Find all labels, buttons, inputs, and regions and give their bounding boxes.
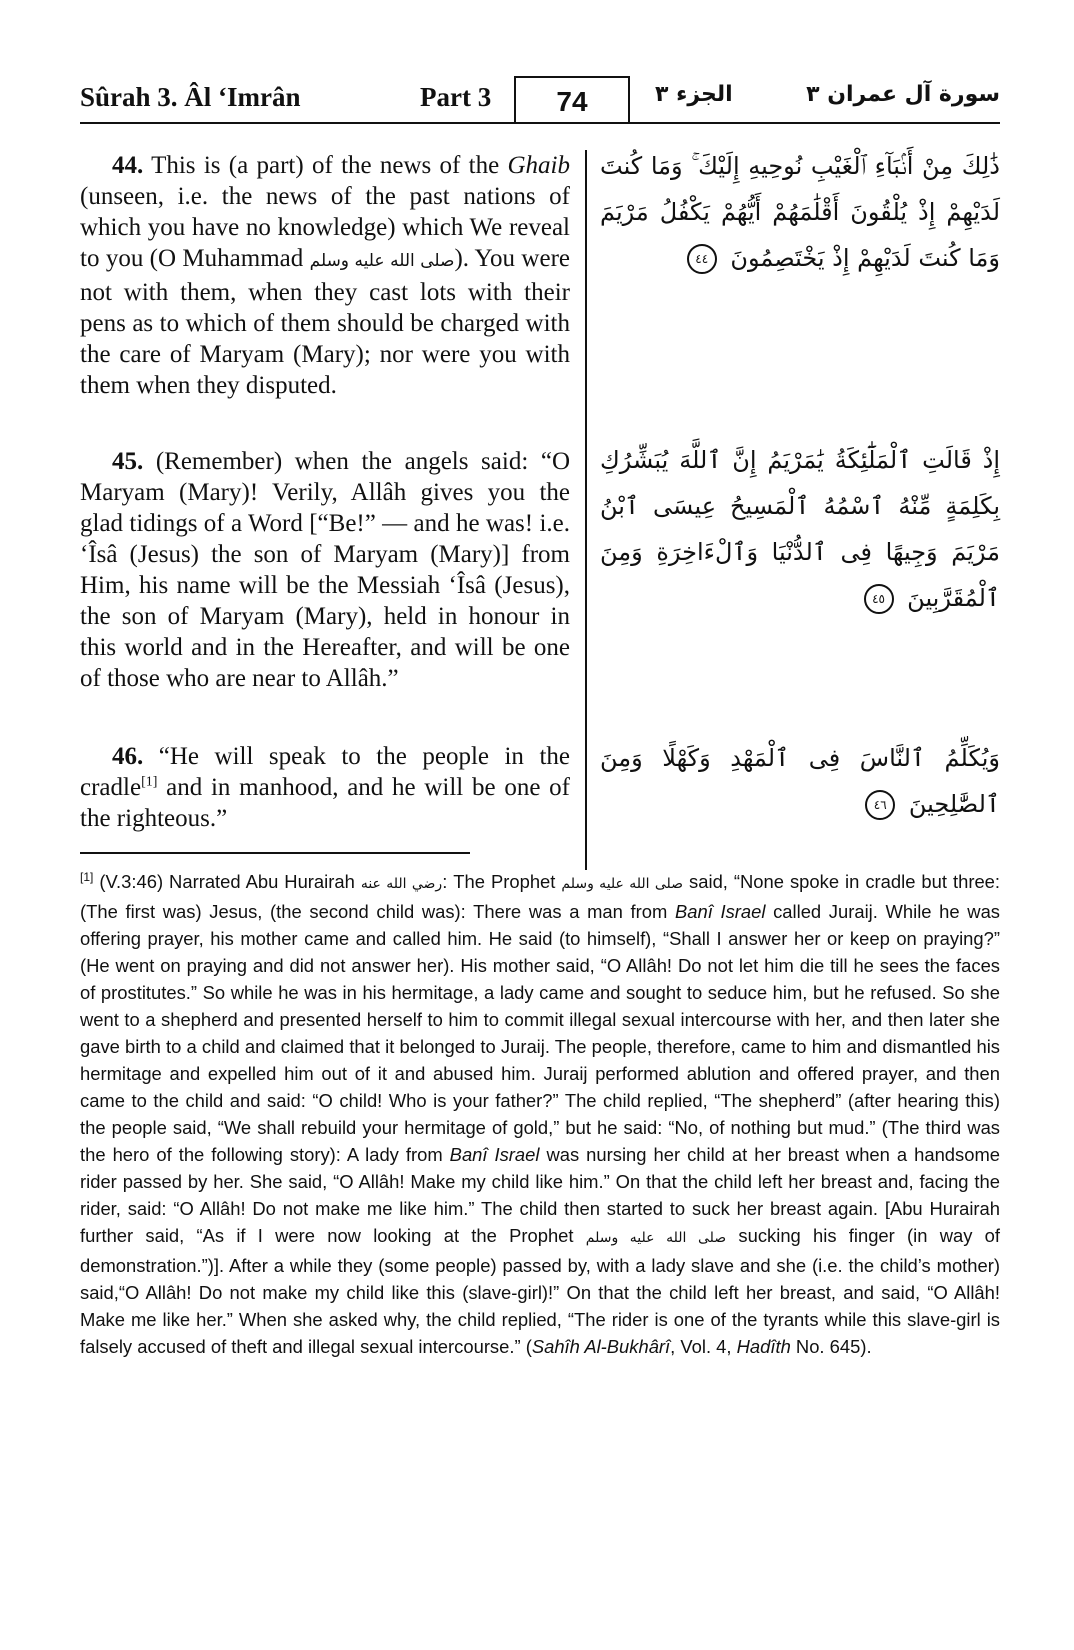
footnote-marker: [1] [80,869,94,884]
verse-number: 44. [112,152,144,179]
verse-46-translation: 46. “He will speak to the people in the cradle[1] and in manhood, and he will be one of the righteous.” [80,743,570,832]
verse-44-arabic: ذَٰلِكَ مِنْ أَنۢبَآءِ ٱلْغَيْبِ نُوحِيهِ إِلَيْكَ ۚ وَمَا كُنتَ لَدَيْهِمْ إِذْ يُلْقُونَ أَقْلَٰمَهُمْ أَيُّهُمْ يَكْفُلُ مَرْيَمَ وَمَا كُنتَ لَدَيْهِمْ إِذْ يَخْتَصِمُونَ ٤٤ [600,152,1000,272]
salawat-inline: صلى الله عليه وسلم [309,251,455,271]
surah-title: Sûrah 3. Âl ‘Imrân [80,82,301,112]
page-number: 74 [514,76,630,122]
verse-number: 46. [112,743,144,770]
part-label: Part 3 [420,82,492,112]
footnote: [1] (V.3:46) Narrated Abu Hurairah رضي الله عنه: The Prophet صلى الله عليه وسلم said, “None spoke in cradle but three:(The first was) Jesus, (the second child was): There was a man from Banî Israel called Juraij. While he was offering prayer, his mother came and called him. He said (to himself), “Shall I answer her or keep on praying?” (He went on praying and did not answer her). His mother said, “O Allâh! Do not let him die till he sees the faces of prostitutes.” So while he was in his hermitage, a lady came and sought to seduce him, but he refused. So she went to a shepherd and presented herself to him to commit illegal sexual intercourse with her, and then later she gave birth to a child and claimed that it belonged to Juraij. The people, therefore, came to him and dismantled his hermitage and expelled him out of it and abused him. Juraij performed ablution and offered prayer, and then came to the child and said: “O child! Who is your father?” The child replied, “The shepherd” (after hearing this) the people said, “We shall rebuild your hermitage of gold,” but he said: “No, of nothing but mud.” (The third was the hero of the following story): A lady from Banî Israel was nursing her child at her breast when a handsome rider passed by her. She said, “O Allâh! Make my child like him.” On that the child left her breast and, facing the rider, said: “O Allâh! Do not make me like him.” The child then started to suck her breast again. [Abu Hurairah further said, “As if I were now looking at the Prophet صلى الله عليه وسلم sucking his finger (in way of demonstration.”)]. After a while they (some people) passed by, with a lady slave and she (i.e. the child’s mother) said,“O Allâh! Do not make my child like this (slave-girl)!” On that the child left her breast, and said, “O Allâh! Make me like her.” When she asked why, the child replied, “The rider is one of the tyrants while this slave-girl is falsely accused of theft and illegal sexual intercourse.” (Sahîh Al-Bukhârî, Vol. 4, Hadîth No. 645). [80,869,1001,1357]
footnote-divider [80,852,470,854]
juz-arabic: الجزء ٣ [655,82,733,107]
ayah-end-marker: ٤٤ [687,244,717,274]
source-title: Sahîh Al-Bukhârî [531,1336,671,1357]
verse-45-arabic: إِذْ قَالَتِ ٱلْمَلَٰٓئِكَةُ يَٰمَرْيَمُ إِنَّ ٱللَّهَ يُبَشِّرُكِ بِكَلِمَةٍ مِّنْهُ ٱسْمُهُ ٱلْمَسِيحُ عِيسَى ٱبْنُ مَرْيَمَ وَجِيهًا فِى ٱلدُّنْيَا وَٱلْءَاخِرَةِ وَمِنَ ٱلْمُقَرَّبِينَ ٤٥ [600,446,1000,612]
page-header [80,76,1000,124]
ayah-end-marker: ٤٦ [865,790,895,820]
verse-number: 45. [112,448,144,475]
quran-page [80,0,1000,1650]
verse-45-translation: 45. (Remember) when the angels said: “O Maryam (Mary)! Verily, Allâh gives you the glad tidings of a Word [“Be!” — and he was! i.e. ‘Îsâ (Jesus) the son of Maryam (Mary)] from Him, his name will be the Messiah ‘Îsâ (Jesus), the son of Maryam (Mary), held in honour in this world and in the Hereafter, and will be one of those who are near to Allâh.” [80,448,570,692]
verse-46-arabic: وَيُكَلِّمُ ٱلنَّاسَ فِى ٱلْمَهْدِ وَكَهْلًا وَمِنَ ٱلصَّٰلِحِينَ ٤٦ [600,744,1000,818]
verse-44-translation: 44. This is (a part) of the news of the Ghaib (unseen, i.e. the news of the past nations of which you have no knowledge) which We reveal to you (O Muhammad صلى الله عليه وسلم). You were not with them, when they cast lots with their pens as to which of them should be charged with the care of Maryam (Mary); nor were you with them when they disputed. [80,152,570,399]
ayah-end-marker: ٤٥ [864,584,894,614]
surah-title-arabic: سورة آل عمران ٣ [806,82,1000,107]
footnote-reference[interactable]: [1] [141,774,158,790]
column-divider [585,150,587,870]
